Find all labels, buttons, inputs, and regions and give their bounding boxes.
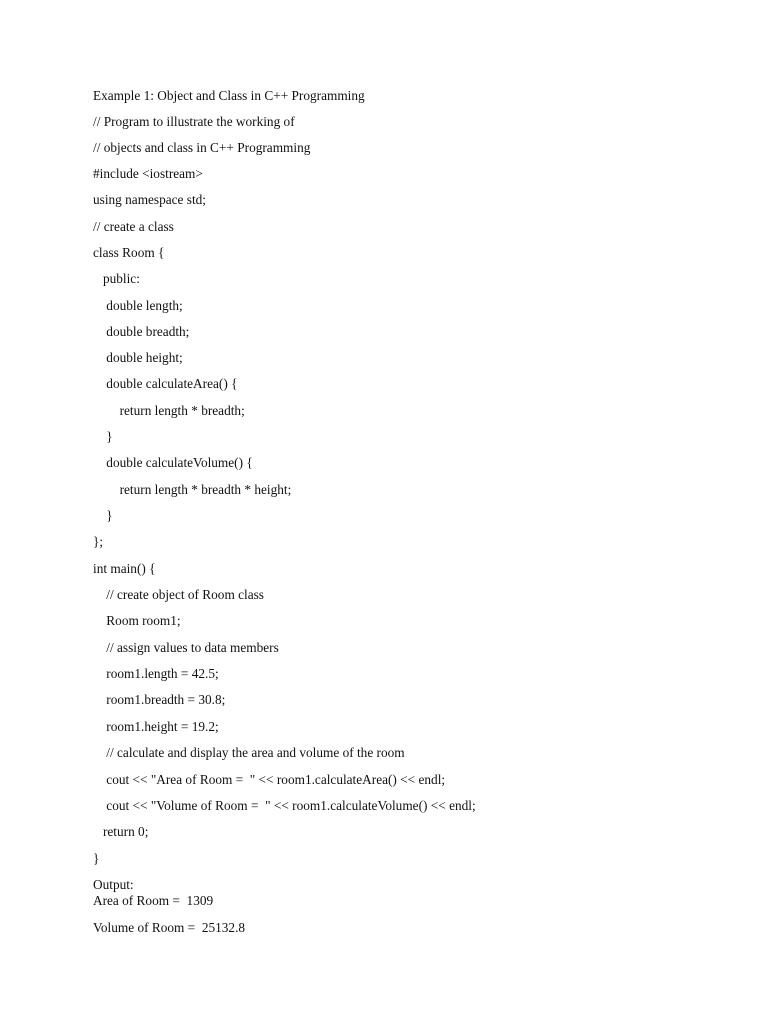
comment-line: // calculate and display the area and volume of the room bbox=[93, 745, 405, 760]
method-decl-line: double calculateArea() { bbox=[93, 376, 238, 391]
access-spec-line: public: bbox=[93, 271, 140, 286]
return-line: return length * breadth * height; bbox=[93, 482, 292, 497]
namespace-line: using namespace std; bbox=[93, 192, 206, 207]
comment-line: // create a class bbox=[93, 219, 174, 234]
brace-line: } bbox=[93, 508, 113, 523]
return-line: return length * breadth; bbox=[93, 403, 245, 418]
member-line: double height; bbox=[93, 350, 183, 365]
statement-line: cout << "Area of Room = " << room1.calculateArea() << endl; bbox=[93, 772, 446, 787]
brace-line: } bbox=[93, 851, 100, 866]
heading-line: Example 1: Object and Class in C++ Programming bbox=[93, 88, 365, 103]
method-decl-line: double calculateVolume() { bbox=[93, 455, 253, 470]
statement-line: room1.height = 19.2; bbox=[93, 719, 219, 734]
comment-line: // objects and class in C++ Programming bbox=[93, 140, 311, 155]
comment-line: // create object of Room class bbox=[93, 587, 264, 602]
output-line: Area of Room = 1309 bbox=[93, 893, 214, 908]
include-line: #include <iostream> bbox=[93, 166, 203, 181]
statement-line: cout << "Volume of Room = " << room1.calculateVolume() << endl; bbox=[93, 798, 476, 813]
comment-line: // Program to illustrate the working of bbox=[93, 114, 295, 129]
brace-line: }; bbox=[93, 534, 104, 549]
main-decl-line: int main() { bbox=[93, 561, 156, 576]
statement-line: room1.length = 42.5; bbox=[93, 666, 219, 681]
statement-line: room1.breadth = 30.8; bbox=[93, 692, 226, 707]
comment-line: // assign values to data members bbox=[93, 640, 279, 655]
statement-line: return 0; bbox=[93, 824, 149, 839]
output-heading: Output: bbox=[93, 877, 134, 892]
statement-line: Room room1; bbox=[93, 613, 181, 628]
brace-line: } bbox=[93, 429, 113, 444]
class-decl-line: class Room { bbox=[93, 245, 165, 260]
member-line: double breadth; bbox=[93, 324, 190, 339]
output-line: Volume of Room = 25132.8 bbox=[93, 920, 246, 935]
member-line: double length; bbox=[93, 298, 183, 313]
